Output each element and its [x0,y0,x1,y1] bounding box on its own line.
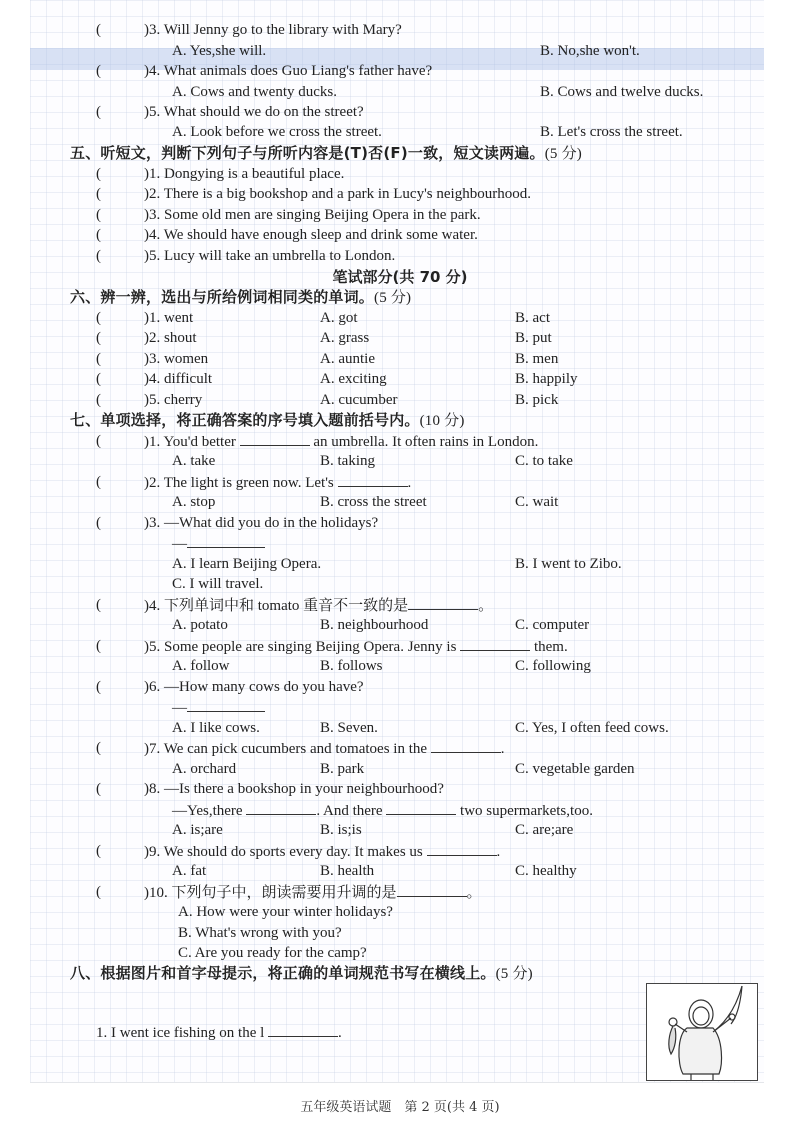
option-a: A. Look before we cross the street. [172,124,382,140]
option-b: B. park [320,761,365,777]
option-b: B. health [320,863,375,879]
answer-blank[interactable] [187,533,265,548]
statement: )4. We should have enough sleep and drink some water. [144,227,478,243]
example-word: )4. difficult [144,371,213,387]
option-b: B. taking [320,453,375,469]
option-b: B. neighbourhood [320,617,429,633]
answer-paren[interactable]: ( [96,207,101,223]
example-word: )5. cherry [144,392,203,408]
section-7-heading: 七、单项选择，将正确答案的序号填入题前括号内。(10 分) [70,411,465,429]
option-c: C. to take [515,453,573,469]
example-word: )2. shout [144,330,197,346]
option-a: A. take [172,453,216,469]
option-a: A. follow [172,658,230,674]
answer-paren[interactable]: ( [96,371,101,387]
option-a: A. orchard [172,761,237,777]
answer-paren[interactable]: ( [96,22,101,38]
option-b: B. Seven. [320,720,378,736]
question-text: )5. Some people are singing Beijing Opera. Jenny is them. [144,636,568,657]
option-b: B. What's wrong with you? [178,925,342,941]
statement: )2. There is a big bookshop and a park in Lucy's neighbourhood. [144,186,531,202]
option-a: A. stop [172,494,216,510]
statement: )5. Lucy will take an umbrella to London. [144,248,396,264]
answer-paren[interactable]: ( [96,186,101,202]
option-c: C. following [515,658,591,674]
answer-paren[interactable]: ( [96,248,101,264]
answer-blank[interactable] [408,595,478,610]
answer-paren[interactable]: ( [96,227,101,243]
answer-paren[interactable]: ( [96,351,101,367]
answer-paren[interactable]: ( [96,597,101,613]
answer-paren[interactable]: ( [96,638,101,654]
answer-blank[interactable] [240,431,310,446]
option-b: B. Cows and twelve ducks. [540,84,704,100]
option-a: A. exciting [320,371,387,387]
option-b: B. put [515,330,552,346]
answer-paren[interactable]: ( [96,310,101,326]
answer-paren[interactable]: ( [96,679,101,695]
option-a: A. grass [320,330,370,346]
option-b: B. Let's cross the street. [540,124,683,140]
answer-paren[interactable]: ( [96,104,101,120]
option-b: B. happily [515,371,578,387]
answer-blank[interactable] [268,1022,338,1037]
option-b: B. act [515,310,550,326]
option-a: A. cucumber [320,392,398,408]
section-8-heading: 八、根据图片和首字母提示，将正确的单词规范书写在横线上。(5 分) [70,964,533,982]
option-b: B. men [515,351,559,367]
option-a: A. auntie [320,351,375,367]
answer-paren[interactable]: ( [96,740,101,756]
option-a: A. fat [172,863,207,879]
answer-paren[interactable]: ( [96,474,101,490]
option-c: C. vegetable garden [515,761,635,777]
example-word: )1. went [144,310,194,326]
answer-paren[interactable]: ( [96,781,101,797]
answer-paren[interactable]: ( [96,515,101,531]
question-text: )5. What should we do on the street? [144,104,364,120]
answer-blank[interactable] [460,636,530,651]
option-b: B. is;is [320,822,362,838]
option-c: C. Yes, I often feed cows. [515,720,669,736]
page-footer: 五年级英语试题 第 2 页(共 4 页) [300,1100,500,1115]
answer-paren[interactable]: ( [96,330,101,346]
option-a: A. Yes,she will. [172,43,267,59]
option-a: A. I like cows. [172,720,260,736]
answer-paren[interactable]: ( [96,843,101,859]
answer-dash: — [172,697,265,718]
question-text: )3. —What did you do in the holidays? [144,515,379,531]
question-text: )4. What animals does Guo Liang's father have? [144,63,433,79]
option-c: C. computer [515,617,590,633]
answer-line: —Yes,there . And there two supermarkets,too. [172,800,593,821]
answer-blank[interactable] [187,697,265,712]
option-c: C. are;are [515,822,574,838]
question-text: )4. 下列单词中和 tomato 重音不一致的是 。 [144,595,493,616]
option-c: C. wait [515,494,559,510]
answer-blank[interactable] [397,882,467,897]
question-text: )2. The light is green now. Let's . [144,472,411,493]
option-b: B. cross the street [320,494,427,510]
answer-paren[interactable]: ( [96,63,101,79]
option-a: A. potato [172,617,228,633]
answer-blank[interactable] [427,841,497,856]
example-word: )3. women [144,351,209,367]
answer-paren[interactable]: ( [96,433,101,449]
answer-paren[interactable]: ( [96,166,101,182]
answer-blank[interactable] [338,472,408,487]
answer-blank-2[interactable] [386,800,456,815]
statement: )1. Dongying is a beautiful place. [144,166,345,182]
question-text: )7. We can pick cucumbers and tomatoes in the . [144,738,505,759]
answer-paren[interactable]: ( [96,392,101,408]
option-a: A. I learn Beijing Opera. [172,556,322,572]
ice-fishing-picture [646,983,758,1081]
fill-in-question: 1. I went ice fishing on the l . [96,1022,342,1043]
question-text: )6. —How many cows do you have? [144,679,364,695]
statement: )3. Some old men are singing Beijing Opera in the park. [144,207,481,223]
option-b: B. I went to Zibo. [515,556,622,572]
written-part-title: 笔试部分(共 70 分) [332,268,468,286]
question-text: )9. We should do sports every day. It makes us . [144,841,500,862]
answer-paren[interactable]: ( [96,884,101,900]
question-text: )1. You'd better an umbrella. It often rains in London. [144,431,538,452]
section-6-heading: 六、辨一辨，选出与所给例词相同类的单词。(5 分) [70,288,412,306]
question-text: )10. 下列句子中，朗读需要用升调的是 。 [144,882,482,903]
option-a: A. How were your winter holidays? [178,904,393,920]
option-c: C. healthy [515,863,577,879]
option-a: A. Cows and twenty ducks. [172,84,337,100]
answer-dash: — [172,533,265,554]
section-5-heading: 五、听短文，判断下列句子与所听内容是(T)否(F)一致，短文读两遍。(5 分) [70,144,582,162]
option-a: A. is;are [172,822,223,838]
option-a: A. got [320,310,358,326]
answer-blank-1[interactable] [246,800,316,815]
option-b: B. No,she won't. [540,43,640,59]
option-b: B. pick [515,392,559,408]
option-b: B. follows [320,658,383,674]
ice-fishing-boy-icon [647,984,757,1080]
question-text: )8. —Is there a bookshop in your neighbourhood? [144,781,444,797]
question-text: )3. Will Jenny go to the library with Mary? [144,22,402,38]
option-c: C. Are you ready for the camp? [178,945,367,961]
option-c: C. I will travel. [172,576,264,592]
answer-blank[interactable] [431,738,501,753]
